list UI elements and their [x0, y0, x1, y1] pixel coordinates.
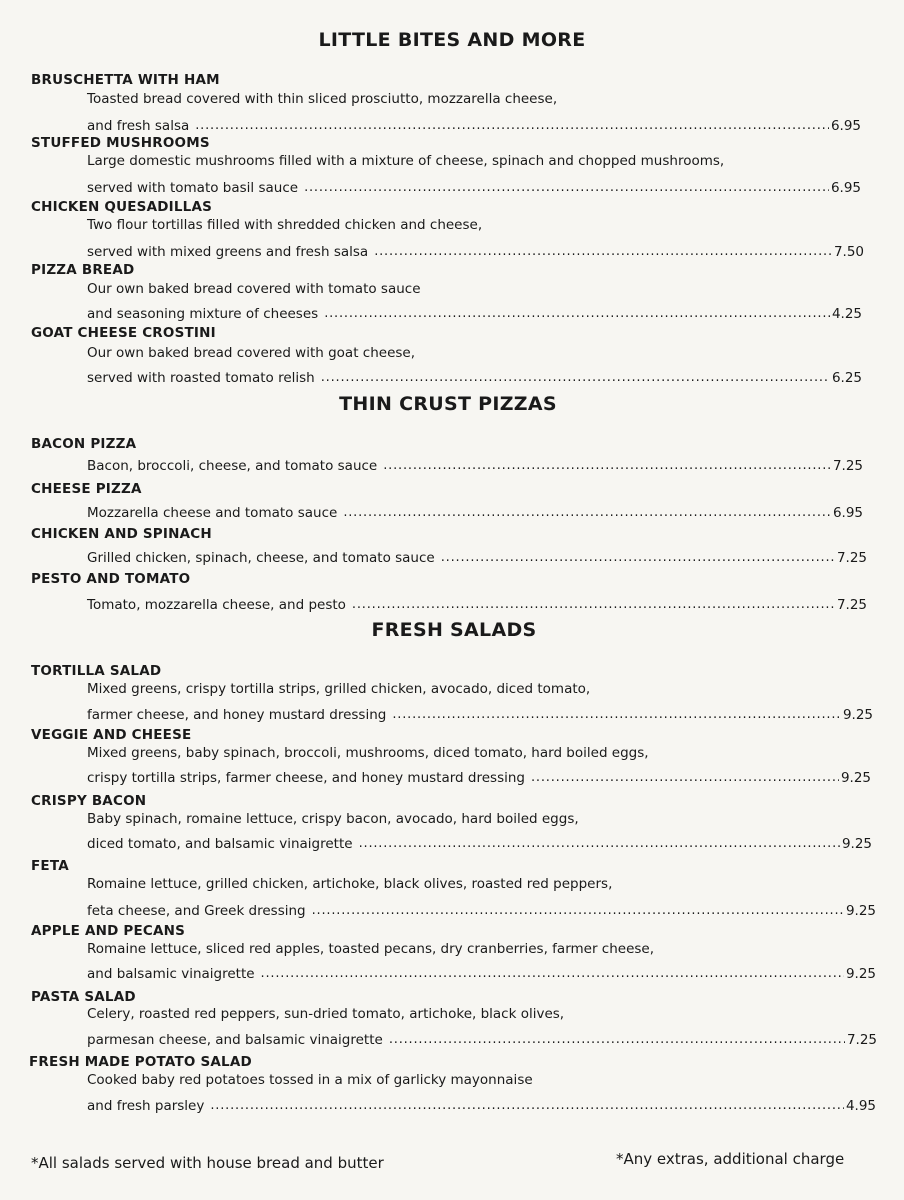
item-name: PIZZA BREAD	[31, 262, 135, 278]
item-price: 7.25	[836, 550, 867, 566]
dot-leader	[261, 967, 844, 981]
item-price-line	[87, 368, 862, 386]
item-description: Romaine lettuce, grilled chicken, artichoke, black olives, roasted red peppers,	[87, 876, 613, 892]
dot-leader	[441, 551, 835, 565]
footnote-bread: *All salads served with house bread and butter	[31, 1154, 384, 1172]
item-price-line	[87, 964, 876, 982]
dot-leader	[324, 307, 830, 321]
item-name: GOAT CHEESE CROSTINI	[31, 325, 216, 341]
item-price-line	[87, 503, 863, 521]
item-price: 9.25	[845, 903, 876, 919]
item-description: Mixed greens, crispy tortilla strips, grilled chicken, avocado, diced tomato,	[87, 681, 591, 697]
item-description: Large domestic mushrooms filled with a mixture of cheese, spinach and chopped mushrooms,	[87, 153, 725, 169]
dot-leader	[374, 245, 832, 259]
item-description-end: served with roasted tomato relish	[87, 370, 315, 386]
dot-leader	[389, 1033, 845, 1047]
dot-leader	[359, 837, 840, 851]
item-name: CHEESE PIZZA	[31, 481, 142, 497]
item-price: 6.25	[831, 370, 862, 386]
item-price-line	[87, 595, 867, 613]
item-description: Toasted bread covered with thin sliced prosciutto, mozzarella cheese,	[87, 91, 558, 107]
item-price-line	[87, 116, 861, 134]
item-name: FETA	[31, 858, 69, 874]
dot-leader	[343, 506, 831, 520]
item-price: 9.25	[840, 770, 871, 786]
dot-leader	[352, 598, 835, 612]
item-description-end: feta cheese, and Greek dressing	[87, 903, 306, 919]
item-price: 4.25	[831, 306, 862, 322]
item-description-end: and fresh parsley	[87, 1098, 205, 1114]
item-price: 4.95	[845, 1098, 876, 1114]
item-price-line	[87, 768, 871, 786]
item-name: STUFFED MUSHROOMS	[31, 135, 210, 151]
item-description-end: parmesan cheese, and balsamic vinaigrette	[87, 1032, 383, 1048]
item-description-end: Mozzarella cheese and tomato sauce	[87, 505, 338, 521]
item-price: 7.25	[846, 1032, 877, 1048]
item-price-line	[87, 304, 862, 322]
item-price-line	[87, 705, 873, 723]
item-description-end: and balsamic vinaigrette	[87, 966, 255, 982]
item-description: Baby spinach, romaine lettuce, crispy bacon, avocado, hard boiled eggs,	[87, 811, 579, 827]
item-price: 9.25	[841, 836, 872, 852]
item-description-end: served with tomato basil sauce	[87, 180, 299, 196]
item-description: Our own baked bread covered with goat cheese,	[87, 345, 416, 361]
item-price-line	[87, 901, 876, 919]
item-description-end: diced tomato, and balsamic vinaigrette	[87, 836, 353, 852]
dot-leader	[392, 708, 841, 722]
dot-leader	[195, 119, 829, 133]
item-price: 6.95	[830, 118, 861, 134]
item-price-line	[87, 1030, 877, 1048]
item-description: Two flour tortillas filled with shredded chicken and cheese,	[87, 217, 483, 233]
item-price: 9.25	[842, 707, 873, 723]
item-name: PASTA SALAD	[31, 989, 136, 1005]
dot-leader	[304, 181, 829, 195]
item-price-line	[87, 548, 867, 566]
item-description-end: Tomato, mozzarella cheese, and pesto	[87, 597, 346, 613]
item-name: VEGGIE AND CHEESE	[31, 727, 192, 743]
item-price: 7.50	[833, 244, 864, 260]
item-name: APPLE AND PECANS	[31, 923, 186, 939]
item-description-end: and seasoning mixture of cheeses	[87, 306, 319, 322]
section-title-thin-crust-pizzas: THIN CRUST PIZZAS	[339, 393, 557, 415]
item-price: 6.95	[832, 505, 863, 521]
item-name: CHICKEN AND SPINACH	[31, 526, 212, 542]
item-name: CHICKEN QUESADILLAS	[31, 199, 213, 215]
item-description: Celery, roasted red peppers, sun-dried tomato, artichoke, black olives,	[87, 1006, 565, 1022]
item-name: PESTO AND TOMATO	[31, 571, 191, 587]
item-price-line	[87, 834, 872, 852]
item-description: Romaine lettuce, sliced red apples, toasted pecans, dry cranberries, farmer cheese,	[87, 941, 655, 957]
item-description-end: and fresh salsa	[87, 118, 190, 134]
item-description: Our own baked bread covered with tomato sauce	[87, 281, 421, 297]
item-price: 7.25	[832, 458, 863, 474]
item-price: 7.25	[836, 597, 867, 613]
dot-leader	[321, 371, 830, 385]
item-description: Mixed greens, baby spinach, broccoli, mushrooms, diced tomato, hard boiled eggs,	[87, 745, 649, 761]
item-name: BRUSCHETTA WITH HAM	[31, 72, 220, 88]
item-price-line	[87, 1096, 876, 1114]
dot-leader	[210, 1099, 844, 1113]
item-description-end: served with mixed greens and fresh salsa	[87, 244, 369, 260]
item-price: 9.25	[845, 966, 876, 982]
item-description-end: crispy tortilla strips, farmer cheese, and honey mustard dressing	[87, 770, 525, 786]
item-price-line	[87, 242, 864, 260]
dot-leader	[383, 459, 831, 473]
item-name: BACON PIZZA	[31, 436, 137, 452]
dot-leader	[312, 904, 844, 918]
item-name: FRESH MADE POTATO SALAD	[29, 1054, 252, 1070]
item-price-line	[87, 178, 861, 196]
item-description-end: farmer cheese, and honey mustard dressing	[87, 707, 387, 723]
item-price: 6.95	[830, 180, 861, 196]
section-title-little-bites: LITTLE BITES AND MORE	[318, 29, 586, 51]
section-title-fresh-salads: FRESH SALADS	[371, 619, 537, 641]
item-description-end: Bacon, broccoli, cheese, and tomato sauce	[87, 458, 378, 474]
dot-leader	[531, 771, 839, 785]
item-price-line	[87, 456, 863, 474]
footnote-extras: *Any extras, additional charge	[616, 1150, 845, 1168]
item-description-end: Grilled chicken, spinach, cheese, and tomato sauce	[87, 550, 435, 566]
item-name: CRISPY BACON	[31, 793, 147, 809]
item-name: TORTILLA SALAD	[31, 663, 162, 679]
item-description: Cooked baby red potatoes tossed in a mix of garlicky mayonnaise	[87, 1072, 533, 1088]
